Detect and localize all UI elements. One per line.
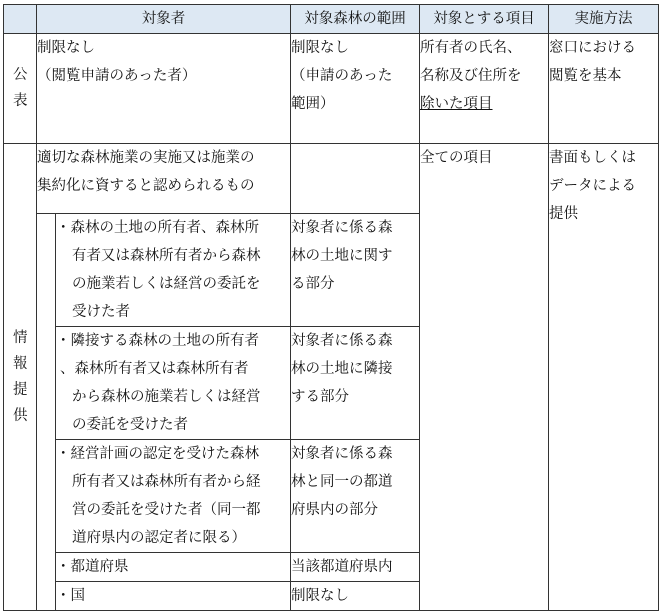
public-method-line2: 閲覧を基本 [549, 68, 622, 84]
provision-scope-3 [291, 440, 420, 553]
target-line: 有者又は森林所有者から森林 [72, 248, 261, 264]
provision-method-line1: 書面もしくは [549, 150, 636, 166]
public-label-cell [4, 34, 37, 144]
provision-items: 全ての項目 [420, 150, 493, 166]
public-scope-line1: 制限なし [291, 40, 349, 56]
target-line: の施業若しくは経営の委託を [72, 276, 261, 292]
public-target-line2: （閲覧申請のあった者） [37, 68, 197, 84]
scope-line: 当該都道府県内 [291, 559, 393, 575]
public-items-line2: 名称及び住所を [420, 68, 522, 84]
indent-spacer [37, 582, 56, 611]
provision-items-cell [420, 144, 549, 611]
info-table [3, 4, 659, 611]
indent-spacer [37, 214, 56, 327]
header-items: 対象とする項目 [420, 5, 549, 34]
target-line: から森林の施業若しくは経営 [72, 389, 261, 405]
public-scope-line3: 範囲） [291, 96, 335, 112]
provision-label: 情報提供 [13, 329, 28, 424]
header-row [4, 5, 659, 34]
provision-target-1 [56, 214, 291, 327]
scope-line: 林の土地に関す [291, 248, 393, 264]
provision-method-cell [549, 144, 659, 611]
public-items-line1: 所有者の氏名、 [420, 40, 522, 56]
provision-intro-line2: 集約化に資すると認められるもの [37, 178, 255, 194]
target-line: ・経営計画の認定を受けた森林 [56, 446, 259, 462]
provision-target-5 [56, 582, 291, 611]
provision-intro-cell [37, 144, 291, 214]
public-row [4, 34, 659, 144]
indent-spacer [37, 440, 56, 553]
provision-target-4 [56, 553, 291, 582]
scope-line: する部分 [291, 389, 349, 405]
public-scope-line2: （申請のあった [291, 68, 393, 84]
provision-target-3 [56, 440, 291, 553]
public-method-line1: 窓口における [549, 40, 636, 56]
provision-scope-2 [291, 327, 420, 440]
scope-line: 林の土地に隣接 [291, 361, 393, 377]
provision-label-cell [4, 144, 37, 611]
provision-target-2 [56, 327, 291, 440]
public-items-line3: 除いた項目 [420, 96, 493, 112]
target-line: 営の委託を受けた者（同一都 [72, 502, 261, 518]
provision-scope-4 [291, 553, 420, 582]
scope-line: 府県内の部分 [291, 502, 378, 518]
provision-intro-scope-cell [291, 144, 420, 214]
header-method: 実施方法 [549, 5, 659, 34]
public-items-cell [420, 34, 549, 144]
target-line: ・国 [56, 588, 85, 604]
provision-method-line3: 提供 [549, 206, 578, 222]
header-blank [4, 5, 37, 34]
provision-scope-1 [291, 214, 420, 327]
provision-intro-row [4, 144, 659, 214]
public-label: 公表 [13, 67, 28, 109]
scope-line: 対象者に係る森 [291, 220, 393, 236]
target-line: 受けた者 [72, 304, 130, 320]
public-scope-cell [291, 34, 420, 144]
target-line: 、森林所有者又は森林所有者 [60, 361, 249, 377]
header-target: 対象者 [37, 5, 291, 34]
provision-scope-5 [291, 582, 420, 611]
target-line: の委託を受けた者 [72, 417, 188, 433]
public-target-line1: 制限なし [37, 40, 95, 56]
indent-spacer [37, 327, 56, 440]
public-target-cell [37, 34, 291, 144]
target-line: ・隣接する森林の土地の所有者 [56, 333, 259, 349]
scope-line: 林と同一の都道 [291, 474, 393, 490]
target-line: ・森林の土地の所有者、森林所 [56, 220, 259, 236]
target-line: 道府県内の認定者に限る） [72, 530, 246, 546]
provision-intro-line1: 適切な森林施業の実施又は施業の [37, 150, 255, 166]
provision-method-line2: データによる [549, 178, 636, 194]
target-line: 所有者又は森林所有者から経 [72, 474, 261, 490]
scope-line: 制限なし [291, 588, 349, 604]
target-line: ・都道府県 [56, 559, 129, 575]
header-scope: 対象森林の範囲 [291, 5, 420, 34]
scope-line: 対象者に係る森 [291, 446, 393, 462]
indent-spacer [37, 553, 56, 582]
scope-line: 対象者に係る森 [291, 333, 393, 349]
public-method-cell [549, 34, 659, 144]
scope-line: る部分 [291, 276, 335, 292]
